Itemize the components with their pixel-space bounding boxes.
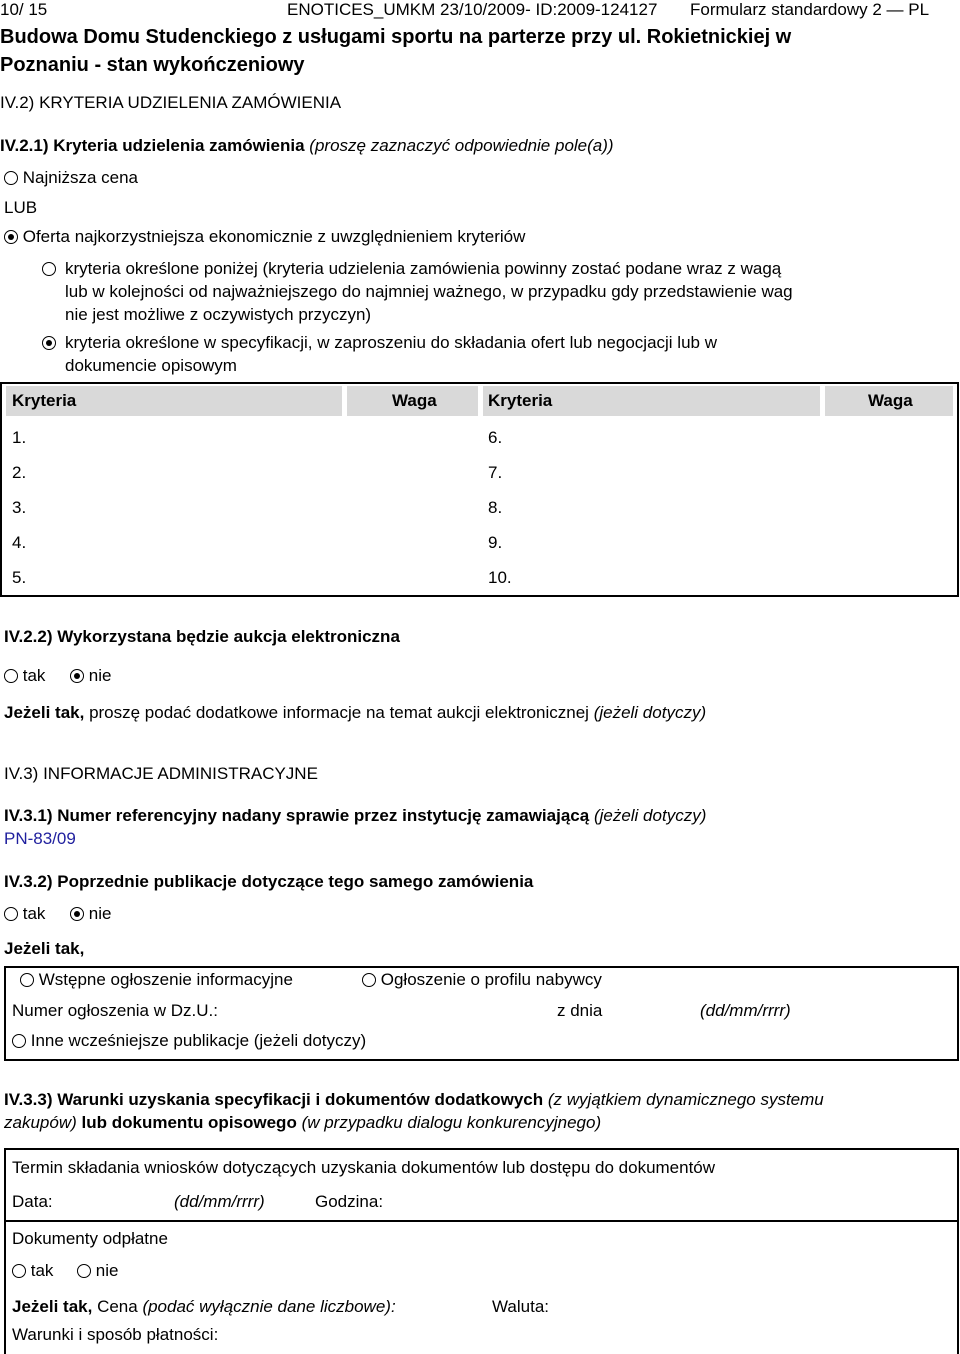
price-hint: (podać wyłącznie dane liczbowe): (142, 1297, 396, 1316)
radio-icon[interactable] (4, 171, 18, 185)
option-label: Wstępne ogłoszenie informacyjne (38, 970, 293, 989)
option-lowest-price[interactable] (4, 168, 138, 188)
note-text: proszę podać dodatkowe informacje na temat aukcji elektronicznej (89, 703, 589, 722)
radio-icon[interactable] (42, 262, 56, 276)
document-id: ENOTICES_UMKM 23/10/2009- ID:2009-124127 (287, 0, 658, 19)
date-label: Data: (12, 1192, 53, 1211)
option-label: nie (88, 666, 112, 685)
criteria-spec-line1: kryteria określone w specyfikacji, w zaproszeniu do składania ofert lub negocjacji lub w (65, 333, 717, 352)
radio-icon[interactable] (12, 1264, 26, 1278)
criteria-table-header (2, 384, 957, 417)
option-criteria-spec[interactable] (42, 333, 56, 353)
radio-checked-icon[interactable] (70, 907, 84, 921)
radio-icon[interactable] (362, 973, 376, 987)
criteria-row: 7. (488, 463, 503, 482)
criteria-row: 2. (12, 463, 27, 482)
criteria-row: 4. (12, 533, 27, 552)
criteria-below-line3: nie jest możliwe z oczywistych przyczyn) (65, 305, 372, 324)
criteria-row: 8. (488, 498, 503, 517)
radio-icon[interactable] (4, 907, 18, 921)
section-heading-iv2: IV.2) KRYTERIA UDZIELENIA ZAMÓWIENIA (0, 93, 342, 112)
criteria-row: 5. (12, 568, 27, 587)
criteria-row: 9. (488, 533, 503, 552)
note-bold: Jeżeli tak, (4, 703, 85, 722)
oj-number-label: Numer ogłoszenia w Dz.U.: (12, 1001, 218, 1020)
option-criteria-below[interactable] (42, 259, 56, 279)
price-text: Cena (97, 1297, 138, 1316)
document-title-line2: Poznaniu - stan wykończeniowy (0, 54, 305, 76)
heading-text: IV.3.1) Numer referencyjny nadany sprawie przez instytucję zamawiającą (4, 806, 590, 825)
paid-no-option[interactable] (77, 1261, 118, 1281)
criteria-row: 10. (488, 568, 512, 587)
subsection-hint: (proszę zaznaczyć odpowiednie pole(a)) (309, 136, 614, 155)
spec-conditions-heading-line1 (4, 1090, 824, 1110)
option-label: Najniższa cena (22, 168, 139, 187)
prev-pub-yes-option[interactable] (4, 904, 45, 924)
criteria-below-line1: kryteria określone poniżej (kryteria udzielenia zamówienia powinny zostać podane wraz z wagą (65, 259, 782, 278)
or-label: LUB (4, 198, 38, 217)
radio-checked-icon[interactable] (4, 230, 18, 244)
subsection-heading-iv22: IV.2.2) Wykorzystana będzie aukcja elektroniczna (4, 627, 400, 646)
previous-publications-box (4, 966, 959, 1061)
divider (6, 1220, 957, 1222)
radio-checked-icon[interactable] (70, 669, 84, 683)
criteria-row: 6. (488, 428, 503, 447)
header-weight-right: Waga (868, 391, 913, 410)
reference-number-value: PN-83/09 (4, 829, 76, 848)
paid-documents-label: Dokumenty odpłatne (12, 1229, 168, 1248)
section-heading-iv3: IV.3) INFORMACJE ADMINISTRACYJNE (4, 764, 318, 783)
auction-yes-option[interactable] (4, 666, 45, 686)
deadline-label: Termin składania wniosków dotyczących uzyskania dokumentów lub dostępu do dokumentów (12, 1158, 716, 1177)
prev-pub-no-option[interactable] (70, 904, 111, 924)
auction-details-note (4, 703, 706, 723)
option-other-publications[interactable] (12, 1031, 366, 1051)
option-prior-information[interactable] (20, 970, 293, 990)
heading-hint: (w przypadku dialogu konkurencyjnego) (301, 1113, 602, 1132)
radio-icon[interactable] (4, 669, 18, 683)
heading-text: IV.3.3) Warunki uzyskania specyfikacji i dokumentów dodatkowych (4, 1090, 544, 1109)
criteria-below-line2: lub w kolejności od najważniejszego do najmniej ważnego, w przypadku gdy przedstawienie wag (65, 282, 793, 301)
header-criteria-right: Kryteria (488, 391, 553, 410)
option-label: tak (22, 666, 46, 685)
radio-icon[interactable] (77, 1264, 91, 1278)
option-label: tak (30, 1261, 54, 1280)
heading-text: lub dokumentu opisowego (81, 1113, 297, 1132)
auction-no-option[interactable] (70, 666, 111, 686)
radio-icon[interactable] (12, 1034, 26, 1048)
reference-number-heading (4, 806, 706, 826)
page-number: 10/ 15 (0, 0, 48, 19)
option-label: Ogłoszenie o profilu nabywcy (380, 970, 602, 989)
oj-date-label: z dnia (557, 1001, 603, 1020)
spec-conditions-box (4, 1148, 959, 1354)
paid-yes-option[interactable] (12, 1261, 53, 1281)
price-bold: Jeżeli tak, (12, 1297, 93, 1316)
document-title-line1: Budowa Domu Studenckiego z usługami sportu na parterze przy ul. Rokietnickiej w (0, 26, 792, 48)
currency-label: Waluta: (492, 1297, 550, 1316)
option-most-advantageous[interactable] (4, 227, 525, 247)
subsection-title: IV.2.1) Kryteria udzielenia zamówienia (0, 136, 305, 155)
criteria-row: 3. (12, 498, 27, 517)
option-label: tak (22, 904, 46, 923)
note-hint: (jeżeli dotyczy) (593, 703, 707, 722)
spec-conditions-heading-line2 (4, 1113, 601, 1133)
payment-terms-label: Warunki i sposób płatności: (12, 1325, 219, 1344)
time-label: Godzina: (315, 1192, 384, 1211)
option-label: nie (88, 904, 112, 923)
criteria-row: 1. (12, 428, 27, 447)
if-yes-label: Jeżeli tak, (4, 939, 85, 958)
form-type: Formularz standardowy 2 — PL (690, 0, 930, 19)
option-label: Inne wcześniejsze publikacje (jeżeli dotyczy) (30, 1031, 367, 1050)
previous-publications-heading: IV.3.2) Poprzednie publikacje dotyczące tego samego zamówienia (4, 872, 534, 891)
oj-date-format: (dd/mm/rrrr) (700, 1001, 791, 1020)
criteria-table (0, 382, 959, 597)
price-label (12, 1297, 396, 1317)
criteria-spec-line2: dokumencie opisowym (65, 356, 237, 375)
heading-hint: (jeżeli dotyczy) (593, 806, 707, 825)
radio-checked-icon[interactable] (42, 336, 56, 350)
option-buyer-profile[interactable] (362, 970, 602, 990)
header-weight-left: Waga (392, 391, 437, 410)
heading-hint: zakupów) (4, 1113, 77, 1132)
subsection-heading-iv21 (0, 136, 614, 156)
header-criteria-left: Kryteria (12, 391, 77, 410)
option-label: Oferta najkorzystniejsza ekonomicznie z uwzględnieniem kryteriów (22, 227, 526, 246)
date-format: (dd/mm/rrrr) (174, 1192, 265, 1211)
heading-hint: (z wyjątkiem dynamicznego systemu (547, 1090, 824, 1109)
option-label: nie (95, 1261, 119, 1280)
radio-icon[interactable] (20, 973, 34, 987)
